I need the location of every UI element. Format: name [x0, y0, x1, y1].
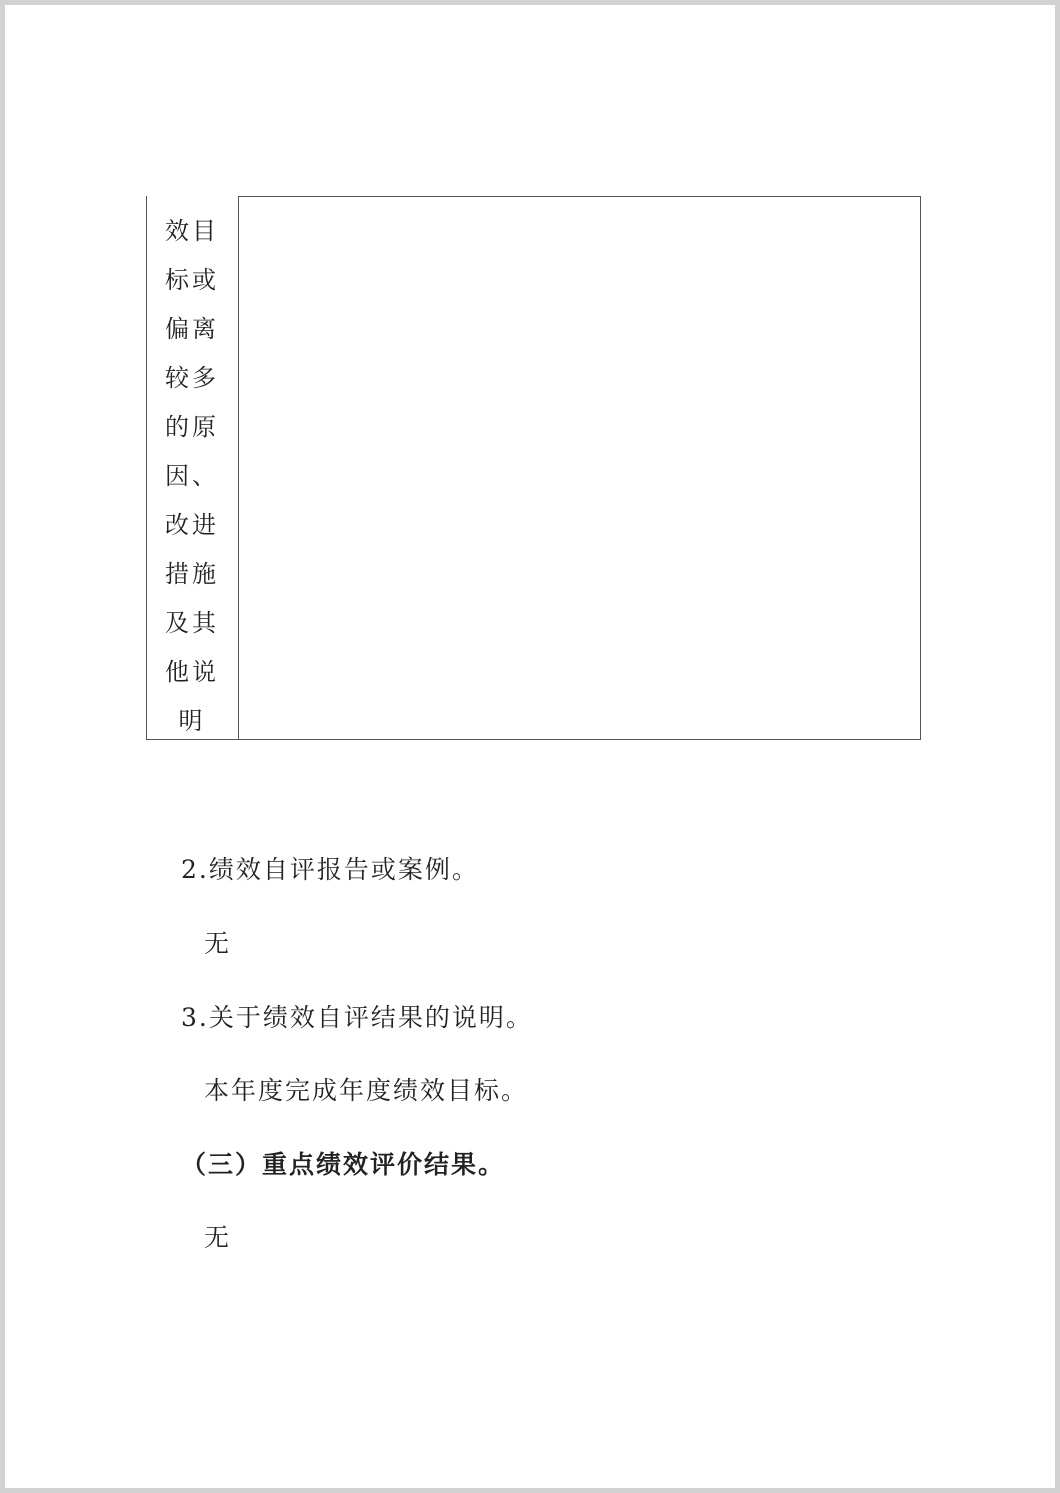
section-2-body: 无	[204, 929, 232, 958]
section-4-heading: （三）重点绩效评价结果。	[181, 1150, 506, 1179]
explanation-table	[146, 196, 921, 740]
section-3-heading: 3.关于绩效自评结果的说明。	[181, 1003, 533, 1032]
table-label-cell	[146, 196, 239, 740]
table-content-cell	[238, 196, 921, 740]
table-label-text: 效目标或偏离较多的原因、改进措施及其他说明	[165, 217, 219, 735]
section-4-body: 无	[204, 1223, 232, 1252]
section-2-heading: 2.绩效自评报告或案例。	[181, 855, 479, 884]
section-3-body: 本年度完成年度绩效目标。	[204, 1076, 529, 1105]
